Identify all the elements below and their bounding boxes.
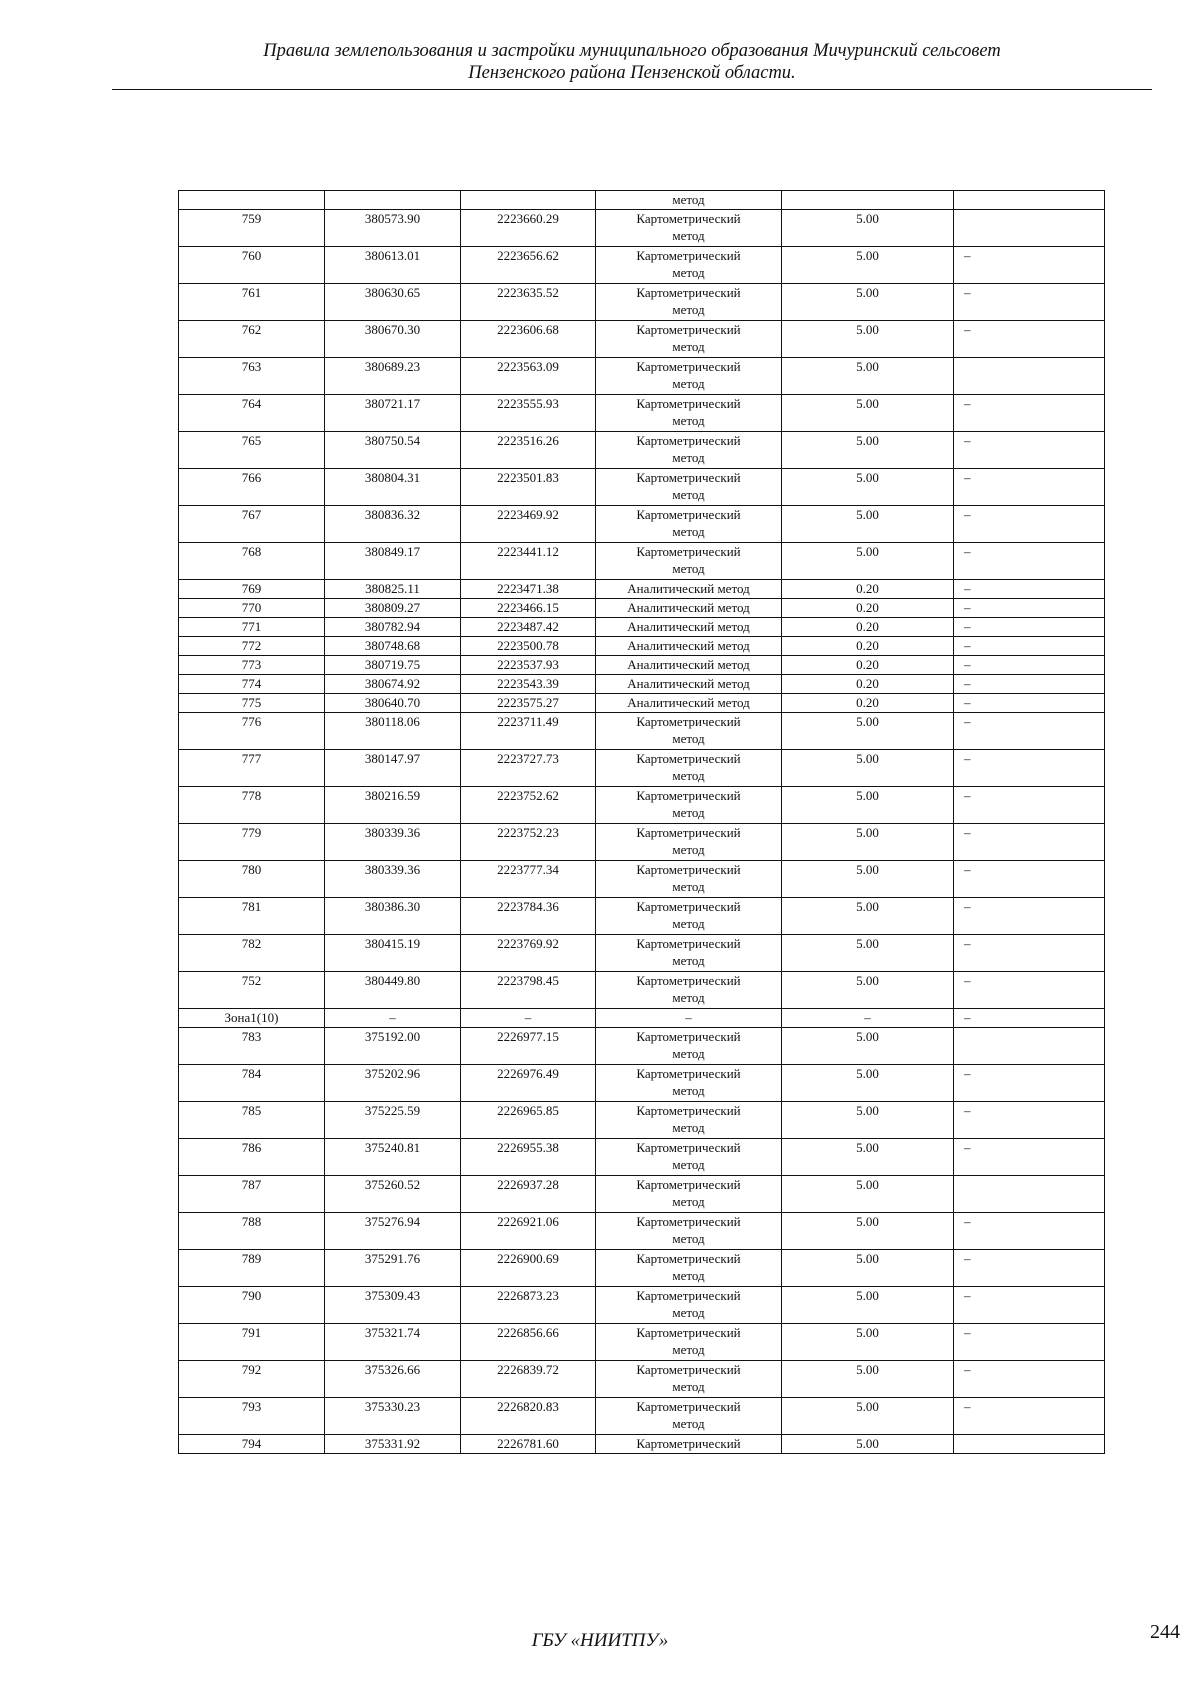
cell-y-coordinate: [461, 191, 596, 210]
table-row: [179, 675, 1105, 694]
cell-accuracy: –: [782, 1009, 954, 1028]
cell-method: Картометрический метод: [596, 1139, 782, 1176]
cell-point-number: [179, 191, 325, 210]
cell-accuracy: [782, 191, 954, 210]
table-row: [179, 358, 1105, 395]
cell-y-coordinate: 2223711.49: [461, 713, 596, 750]
table-row: [179, 1009, 1105, 1028]
cell-accuracy: 5.00: [782, 1139, 954, 1176]
cell-note: –: [954, 972, 1105, 1009]
cell-y-coordinate: 2223727.73: [461, 750, 596, 787]
cell-point-number: 779: [179, 824, 325, 861]
cell-y-coordinate: 2226921.06: [461, 1213, 596, 1250]
cell-x-coordinate: 380386.30: [325, 898, 461, 935]
cell-accuracy: 5.00: [782, 469, 954, 506]
cell-method: Аналитический метод: [596, 637, 782, 656]
cell-point-number: 763: [179, 358, 325, 395]
table-row: [179, 1250, 1105, 1287]
cell-method: Картометрический метод: [596, 1361, 782, 1398]
cell-x-coordinate: 380750.54: [325, 432, 461, 469]
cell-method: Картометрический метод: [596, 543, 782, 580]
cell-note: –: [954, 618, 1105, 637]
cell-note: –: [954, 580, 1105, 599]
cell-note: –: [954, 1250, 1105, 1287]
cell-y-coordinate: 2223555.93: [461, 395, 596, 432]
cell-note: –: [954, 321, 1105, 358]
cell-y-coordinate: 2223487.42: [461, 618, 596, 637]
cell-accuracy: 0.20: [782, 656, 954, 675]
cell-x-coordinate: 375291.76: [325, 1250, 461, 1287]
table-row: [179, 824, 1105, 861]
cell-x-coordinate: –: [325, 1009, 461, 1028]
cell-y-coordinate: 2223500.78: [461, 637, 596, 656]
cell-note: –: [954, 656, 1105, 675]
cell-x-coordinate: 380118.06: [325, 713, 461, 750]
header-line-2: Пензенского района Пензенской области.: [468, 63, 796, 83]
cell-y-coordinate: 2226781.60: [461, 1435, 596, 1454]
coordinates-table-body: [179, 191, 1105, 1454]
table-row: [179, 972, 1105, 1009]
cell-method: Картометрический метод: [596, 713, 782, 750]
cell-method: Картометрический метод: [596, 321, 782, 358]
cell-x-coordinate: 375240.81: [325, 1139, 461, 1176]
cell-method: Картометрический метод: [596, 358, 782, 395]
cell-note: –: [954, 898, 1105, 935]
cell-note: –: [954, 824, 1105, 861]
cell-note: –: [954, 861, 1105, 898]
cell-accuracy: 5.00: [782, 713, 954, 750]
cell-point-number: 761: [179, 284, 325, 321]
cell-y-coordinate: 2223471.38: [461, 580, 596, 599]
cell-note: –: [954, 432, 1105, 469]
cell-method: Картометрический метод: [596, 1398, 782, 1435]
table-row: [179, 506, 1105, 543]
cell-x-coordinate: 375331.92: [325, 1435, 461, 1454]
cell-method: Картометрический метод: [596, 1250, 782, 1287]
cell-point-number: 790: [179, 1287, 325, 1324]
cell-x-coordinate: 380849.17: [325, 543, 461, 580]
cell-point-number: 780: [179, 861, 325, 898]
table-row: [179, 637, 1105, 656]
cell-accuracy: 5.00: [782, 1287, 954, 1324]
cell-method: Картометрический метод: [596, 469, 782, 506]
cell-note: [954, 358, 1105, 395]
cell-point-number: 781: [179, 898, 325, 935]
footer-org: ГБУ «НИИТПУ»: [531, 1630, 669, 1651]
cell-y-coordinate: 2223543.39: [461, 675, 596, 694]
page-number: 244: [1150, 1621, 1180, 1643]
cell-method: Картометрический метод: [596, 787, 782, 824]
cell-note: –: [954, 1139, 1105, 1176]
cell-x-coordinate: 375192.00: [325, 1028, 461, 1065]
table-row: [179, 469, 1105, 506]
cell-method: Картометрический метод: [596, 432, 782, 469]
cell-accuracy: 5.00: [782, 1213, 954, 1250]
cell-note: –: [954, 1287, 1105, 1324]
cell-note: [954, 1028, 1105, 1065]
cell-point-number: 765: [179, 432, 325, 469]
cell-method: Картометрический метод: [596, 898, 782, 935]
table-row: [179, 599, 1105, 618]
cell-note: [954, 1435, 1105, 1454]
header-rule: [112, 89, 1152, 90]
table-row: [179, 1213, 1105, 1250]
cell-accuracy: 0.20: [782, 599, 954, 618]
cell-method: Аналитический метод: [596, 580, 782, 599]
table-row: [179, 580, 1105, 599]
cell-accuracy: 5.00: [782, 1435, 954, 1454]
table-row: [179, 750, 1105, 787]
cell-x-coordinate: 380613.01: [325, 247, 461, 284]
table-row: [179, 935, 1105, 972]
cell-point-number: 783: [179, 1028, 325, 1065]
cell-note: –: [954, 1324, 1105, 1361]
cell-x-coordinate: 380449.80: [325, 972, 461, 1009]
cell-point-number: 760: [179, 247, 325, 284]
table-row: [179, 210, 1105, 247]
cell-y-coordinate: 2223516.26: [461, 432, 596, 469]
cell-method: Картометрический метод: [596, 935, 782, 972]
cell-y-coordinate: 2226976.49: [461, 1065, 596, 1102]
cell-x-coordinate: 375326.66: [325, 1361, 461, 1398]
cell-accuracy: 5.00: [782, 210, 954, 247]
cell-accuracy: 5.00: [782, 543, 954, 580]
table-row: [179, 191, 1105, 210]
cell-method: Картометрический метод: [596, 210, 782, 247]
table-row: [179, 1102, 1105, 1139]
cell-x-coordinate: 380782.94: [325, 618, 461, 637]
cell-accuracy: 5.00: [782, 432, 954, 469]
cell-method: Картометрический метод: [596, 247, 782, 284]
cell-accuracy: 5.00: [782, 824, 954, 861]
cell-y-coordinate: 2226937.28: [461, 1176, 596, 1213]
table-row: [179, 1361, 1105, 1398]
cell-y-coordinate: 2223469.92: [461, 506, 596, 543]
cell-x-coordinate: [325, 191, 461, 210]
cell-accuracy: 5.00: [782, 787, 954, 824]
cell-note: [954, 191, 1105, 210]
cell-note: –: [954, 1213, 1105, 1250]
cell-accuracy: 5.00: [782, 1324, 954, 1361]
cell-y-coordinate: 2223606.68: [461, 321, 596, 358]
cell-x-coordinate: 380216.59: [325, 787, 461, 824]
cell-point-number: 785: [179, 1102, 325, 1139]
cell-x-coordinate: 380674.92: [325, 675, 461, 694]
header-line-1: Правила землепользования и застройки муниципального образования Мичуринский сельсовет: [263, 41, 1001, 61]
cell-method: Картометрический метод: [596, 1065, 782, 1102]
coordinates-table: [178, 190, 1105, 1454]
cell-x-coordinate: 375330.23: [325, 1398, 461, 1435]
cell-accuracy: 0.20: [782, 675, 954, 694]
cell-note: –: [954, 1009, 1105, 1028]
cell-accuracy: 5.00: [782, 1176, 954, 1213]
cell-accuracy: 5.00: [782, 506, 954, 543]
cell-y-coordinate: 2223752.23: [461, 824, 596, 861]
cell-point-number: 777: [179, 750, 325, 787]
cell-note: [954, 210, 1105, 247]
cell-x-coordinate: 380147.97: [325, 750, 461, 787]
cell-y-coordinate: 2226873.23: [461, 1287, 596, 1324]
table-row: [179, 861, 1105, 898]
cell-note: –: [954, 543, 1105, 580]
cell-point-number: 793: [179, 1398, 325, 1435]
cell-accuracy: 5.00: [782, 1028, 954, 1065]
cell-method: Картометрический метод: [596, 1028, 782, 1065]
cell-point-number: 762: [179, 321, 325, 358]
cell-method: Картометрический метод: [596, 506, 782, 543]
cell-method: Картометрический метод: [596, 1102, 782, 1139]
cell-y-coordinate: 2226955.38: [461, 1139, 596, 1176]
cell-note: –: [954, 284, 1105, 321]
cell-x-coordinate: 380809.27: [325, 599, 461, 618]
table-row: [179, 787, 1105, 824]
cell-accuracy: 5.00: [782, 358, 954, 395]
cell-method: Аналитический метод: [596, 599, 782, 618]
cell-point-number: 786: [179, 1139, 325, 1176]
cell-point-number: 772: [179, 637, 325, 656]
cell-method: Картометрический метод: [596, 861, 782, 898]
cell-point-number: 788: [179, 1213, 325, 1250]
table-row: [179, 284, 1105, 321]
cell-accuracy: 5.00: [782, 284, 954, 321]
table-row: [179, 1028, 1105, 1065]
cell-method: Картометрический метод: [596, 824, 782, 861]
cell-method: Картометрический: [596, 1435, 782, 1454]
cell-point-number: 770: [179, 599, 325, 618]
table-row: [179, 618, 1105, 637]
cell-accuracy: 5.00: [782, 861, 954, 898]
cell-point-number: 778: [179, 787, 325, 824]
cell-accuracy: 5.00: [782, 395, 954, 432]
table-row: [179, 432, 1105, 469]
cell-method: Аналитический метод: [596, 694, 782, 713]
cell-note: –: [954, 1361, 1105, 1398]
cell-point-number: 759: [179, 210, 325, 247]
cell-point-number: 794: [179, 1435, 325, 1454]
cell-y-coordinate: 2223466.15: [461, 599, 596, 618]
cell-note: –: [954, 469, 1105, 506]
cell-x-coordinate: 380719.75: [325, 656, 461, 675]
cell-x-coordinate: 380670.30: [325, 321, 461, 358]
cell-x-coordinate: 380339.36: [325, 824, 461, 861]
cell-accuracy: 0.20: [782, 637, 954, 656]
cell-note: –: [954, 713, 1105, 750]
table-row: [179, 1398, 1105, 1435]
cell-accuracy: 5.00: [782, 750, 954, 787]
cell-method: Картометрический метод: [596, 750, 782, 787]
cell-accuracy: 0.20: [782, 580, 954, 599]
cell-y-coordinate: 2223752.62: [461, 787, 596, 824]
table-row: [179, 1324, 1105, 1361]
cell-note: –: [954, 599, 1105, 618]
cell-y-coordinate: 2226977.15: [461, 1028, 596, 1065]
cell-y-coordinate: 2226900.69: [461, 1250, 596, 1287]
cell-note: –: [954, 1065, 1105, 1102]
table-row: [179, 395, 1105, 432]
cell-x-coordinate: 380689.23: [325, 358, 461, 395]
cell-accuracy: 5.00: [782, 1398, 954, 1435]
cell-y-coordinate: 2226839.72: [461, 1361, 596, 1398]
cell-note: –: [954, 395, 1105, 432]
table-row: [179, 247, 1105, 284]
cell-method: Картометрический метод: [596, 1287, 782, 1324]
cell-accuracy: 0.20: [782, 618, 954, 637]
table-row: [179, 543, 1105, 580]
cell-x-coordinate: 380640.70: [325, 694, 461, 713]
cell-method: метод: [596, 191, 782, 210]
cell-x-coordinate: 375309.43: [325, 1287, 461, 1324]
cell-point-number: 792: [179, 1361, 325, 1398]
cell-point-number: 791: [179, 1324, 325, 1361]
cell-x-coordinate: 380825.11: [325, 580, 461, 599]
cell-note: –: [954, 637, 1105, 656]
cell-point-number: 773: [179, 656, 325, 675]
cell-method: Аналитический метод: [596, 656, 782, 675]
cell-accuracy: 5.00: [782, 321, 954, 358]
cell-note: –: [954, 1102, 1105, 1139]
cell-point-number: 752: [179, 972, 325, 1009]
cell-point-number: 782: [179, 935, 325, 972]
cell-point-number: 776: [179, 713, 325, 750]
cell-y-coordinate: 2226856.66: [461, 1324, 596, 1361]
cell-method: Картометрический метод: [596, 1176, 782, 1213]
table-row: [179, 694, 1105, 713]
cell-x-coordinate: 375321.74: [325, 1324, 461, 1361]
cell-method: Картометрический метод: [596, 1324, 782, 1361]
cell-x-coordinate: 375225.59: [325, 1102, 461, 1139]
cell-accuracy: 5.00: [782, 898, 954, 935]
page-header: [112, 40, 1152, 84]
cell-y-coordinate: 2223635.52: [461, 284, 596, 321]
cell-y-coordinate: 2223563.09: [461, 358, 596, 395]
cell-y-coordinate: 2226820.83: [461, 1398, 596, 1435]
table-row: [179, 898, 1105, 935]
table-row: [179, 1287, 1105, 1324]
cell-point-number: 769: [179, 580, 325, 599]
cell-point-number: 764: [179, 395, 325, 432]
table-row: [179, 1176, 1105, 1213]
cell-x-coordinate: 380630.65: [325, 284, 461, 321]
cell-y-coordinate: 2223656.62: [461, 247, 596, 284]
cell-note: [954, 1176, 1105, 1213]
cell-point-number: 784: [179, 1065, 325, 1102]
table-row: [179, 1139, 1105, 1176]
cell-point-number: 774: [179, 675, 325, 694]
cell-point-number: 768: [179, 543, 325, 580]
cell-note: –: [954, 1398, 1105, 1435]
cell-x-coordinate: 380721.17: [325, 395, 461, 432]
cell-method: –: [596, 1009, 782, 1028]
cell-x-coordinate: 380836.32: [325, 506, 461, 543]
cell-accuracy: 5.00: [782, 935, 954, 972]
cell-method: Аналитический метод: [596, 675, 782, 694]
cell-accuracy: 5.00: [782, 247, 954, 284]
cell-method: Картометрический метод: [596, 1213, 782, 1250]
table-row: [179, 713, 1105, 750]
cell-point-number: 767: [179, 506, 325, 543]
cell-note: –: [954, 694, 1105, 713]
cell-x-coordinate: 375276.94: [325, 1213, 461, 1250]
cell-y-coordinate: 2223769.92: [461, 935, 596, 972]
cell-y-coordinate: 2226965.85: [461, 1102, 596, 1139]
cell-y-coordinate: 2223660.29: [461, 210, 596, 247]
cell-y-coordinate: 2223501.83: [461, 469, 596, 506]
cell-method: Картометрический метод: [596, 972, 782, 1009]
cell-y-coordinate: 2223798.45: [461, 972, 596, 1009]
table-row: [179, 1435, 1105, 1454]
cell-accuracy: 5.00: [782, 1102, 954, 1139]
table-row: [179, 321, 1105, 358]
cell-x-coordinate: 375202.96: [325, 1065, 461, 1102]
cell-x-coordinate: 375260.52: [325, 1176, 461, 1213]
cell-y-coordinate: 2223575.27: [461, 694, 596, 713]
cell-accuracy: 0.20: [782, 694, 954, 713]
cell-accuracy: 5.00: [782, 1361, 954, 1398]
cell-x-coordinate: 380339.36: [325, 861, 461, 898]
cell-point-number: 771: [179, 618, 325, 637]
cell-note: –: [954, 675, 1105, 694]
cell-y-coordinate: 2223784.36: [461, 898, 596, 935]
cell-method: Аналитический метод: [596, 618, 782, 637]
cell-x-coordinate: 380415.19: [325, 935, 461, 972]
table-row: [179, 656, 1105, 675]
cell-note: –: [954, 750, 1105, 787]
cell-point-number: 775: [179, 694, 325, 713]
cell-y-coordinate: 2223537.93: [461, 656, 596, 675]
table-row: [179, 1065, 1105, 1102]
cell-note: –: [954, 506, 1105, 543]
cell-y-coordinate: 2223441.12: [461, 543, 596, 580]
cell-y-coordinate: –: [461, 1009, 596, 1028]
cell-point-number: 789: [179, 1250, 325, 1287]
cell-x-coordinate: 380804.31: [325, 469, 461, 506]
cell-note: –: [954, 935, 1105, 972]
cell-point-number: 766: [179, 469, 325, 506]
cell-note: –: [954, 787, 1105, 824]
cell-accuracy: 5.00: [782, 972, 954, 1009]
cell-x-coordinate: 380573.90: [325, 210, 461, 247]
cell-accuracy: 5.00: [782, 1065, 954, 1102]
cell-y-coordinate: 2223777.34: [461, 861, 596, 898]
cell-point-number: 787: [179, 1176, 325, 1213]
cell-method: Картометрический метод: [596, 395, 782, 432]
cell-point-number: Зона1(10): [179, 1009, 325, 1028]
cell-accuracy: 5.00: [782, 1250, 954, 1287]
cell-x-coordinate: 380748.68: [325, 637, 461, 656]
cell-method: Картометрический метод: [596, 284, 782, 321]
cell-note: –: [954, 247, 1105, 284]
